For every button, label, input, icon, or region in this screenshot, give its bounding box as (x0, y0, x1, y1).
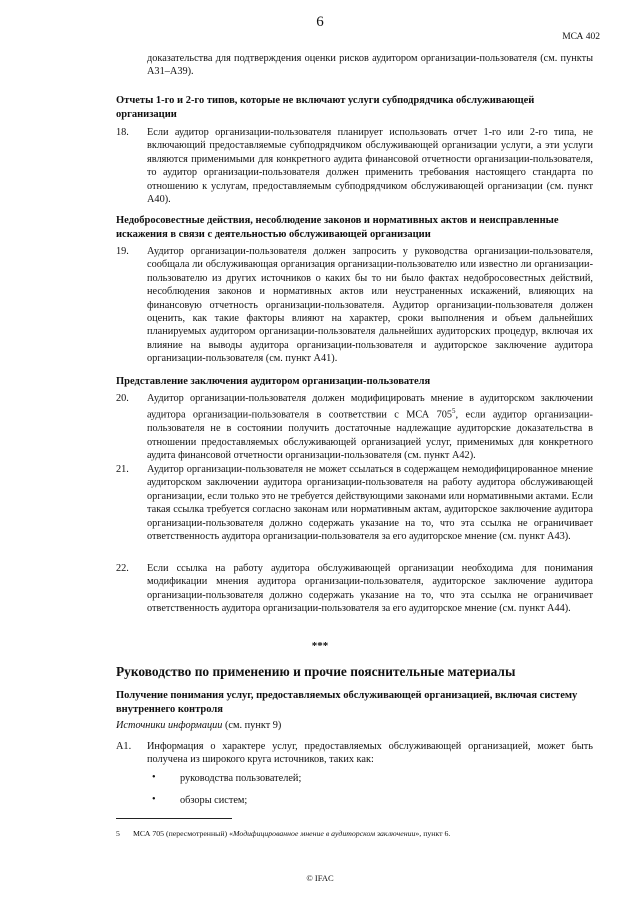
paragraph-number: 22. (116, 563, 129, 574)
bullet-item: обзоры систем; (180, 795, 248, 806)
bullet-item: руководства пользователей; (180, 773, 302, 784)
page-number: 6 (316, 14, 324, 30)
paragraph-text: Информация о характере услуг, предоставляемых обслуживающей организацией, может быть получена из широкого круга источников, таких как: (147, 741, 593, 766)
standard-code: МСА 402 (562, 32, 600, 42)
paragraph-text: Если аудитор организации-пользователя планирует использовать отчет 1-го или 2-го типа, не включающий предоставляемые субподрядчиком обслуживающей организации услуги, а эти услуги являются применимыми для конкретного аудита финансовой отчетности организации-пользователя, то аудитор организации-пользователя должен применить требования настоящего стандарта по отношению к услугам, предоставляемым субподрядчиком обслуживающей организации (см. пункт А40). (147, 127, 593, 206)
footnote-number: 5 (116, 829, 120, 838)
bullet-icon: • (152, 772, 156, 783)
section-heading-fraud: Недобросовестные действия, несоблюдение законов и нормативных актов и неисправленные искажения в связи с деятельностью обслуживающей организации (116, 215, 559, 240)
footnote-divider (116, 818, 232, 819)
footnote-text: МСА 705 (пересмотренный) «Модифицированное мнение в аудиторском заключении», пункт 6. (133, 829, 451, 838)
paragraph-21 (116, 463, 593, 557)
sources-heading: Источники информации (см. пункт 9) (116, 720, 282, 731)
paragraph-22 (116, 562, 593, 628)
paragraph-number: А1. (116, 741, 132, 752)
footer-copyright: © IFAC (306, 873, 334, 883)
part-heading: Руководство по применению и прочие пояснительные материалы (116, 664, 516, 679)
section-separator: *** (311, 640, 329, 652)
section-heading-reporting: Представление заключения аудитором организации-пользователя (116, 376, 431, 387)
subsection-heading: Получение понимания услуг, предоставляемых обслуживающей организацией, включая систему внутреннего контроля (116, 690, 578, 715)
paragraph-number: 20. (116, 393, 129, 404)
paragraph-number: 21. (116, 464, 129, 475)
continuation-text: доказательства для подтверждения оценки рисков аудитором организации-пользователя (см. пункты А31–А39). (147, 53, 593, 78)
section-heading-type1-type2: Отчеты 1-го и 2-го типов, которые не включают услуги субподрядчика обслуживающей организации (116, 95, 535, 120)
paragraph-a1 (116, 740, 593, 770)
paragraph-18 (116, 126, 593, 206)
paragraph-text: Аудитор организации-пользователя не может ссылаться в содержащем немодифицированное мнение аудиторском заключении аудитора организации-пользователя на работу аудитора обслуживающей организации, если только это не требуется действующими законами или нормативными актами. Если такая ссылка требуется согласно законам или нормативным актам, аудиторское заключение аудитора организации-пользователя должно содержать указание на то, что эта ссылка не ограничивает ответственность аудитора организации-пользователя за его аудиторское мнение (см. пункт А43). (147, 464, 593, 543)
footnote-ref: 5 (452, 407, 456, 416)
paragraph-number: 18. (116, 127, 129, 138)
paragraph-text: Аудитор организации-пользователя должен модифицировать мнение в аудиторском заключении аудитора организации-пользователя в соответствии с МСА $705^5$, если аудитор организации-пользователя не в состоянии получить достаточные надлежащие аудиторские доказательства в отношении предоставляемых обслуживающей организацией услуг, применимых для конкретного аудита финансовой отчетности организации-пользователя (см. пункт А42). (147, 393, 593, 462)
paragraph-text: Аудитор организации-пользователя должен запросить у руководства организации-пользователя, сообщала ли обслуживающая организация организации-пользователю или известно ли организации-пользователю из других источников о каких бы то ни было фактах недобросовестных действий, несоблюдения законов и нормативных актов или неустраненных искажений, влияющих на финансовую отчетность организации-пользователя. Аудитор организации-пользователя должен оценить, как такие факторы влияют на характер, сроки выполнения и объем дальнейших планируемых аудитором организации-пользователя дальнейших аудиторских процедур, включая их влияние на выводы аудитора организации-пользователя и аудиторское заключение аудитора организации-пользователя (см. пункт А41). (147, 246, 593, 365)
paragraph-text: Если ссылка на работу аудитора обслуживающей организации необходима для понимания модификации мнения аудитора организации-пользователя, аудиторское заключение аудитора организации-пользователя должно содержать указание на то, что эта ссылка не ограничивает ответственность аудитора организации-пользователя за его аудиторское мнение (см. пункт А44). (147, 563, 593, 615)
paragraph-number: 19. (116, 246, 129, 257)
paragraph-20 (116, 392, 593, 462)
bullet-icon: • (152, 794, 156, 805)
paragraph-19 (116, 245, 593, 365)
